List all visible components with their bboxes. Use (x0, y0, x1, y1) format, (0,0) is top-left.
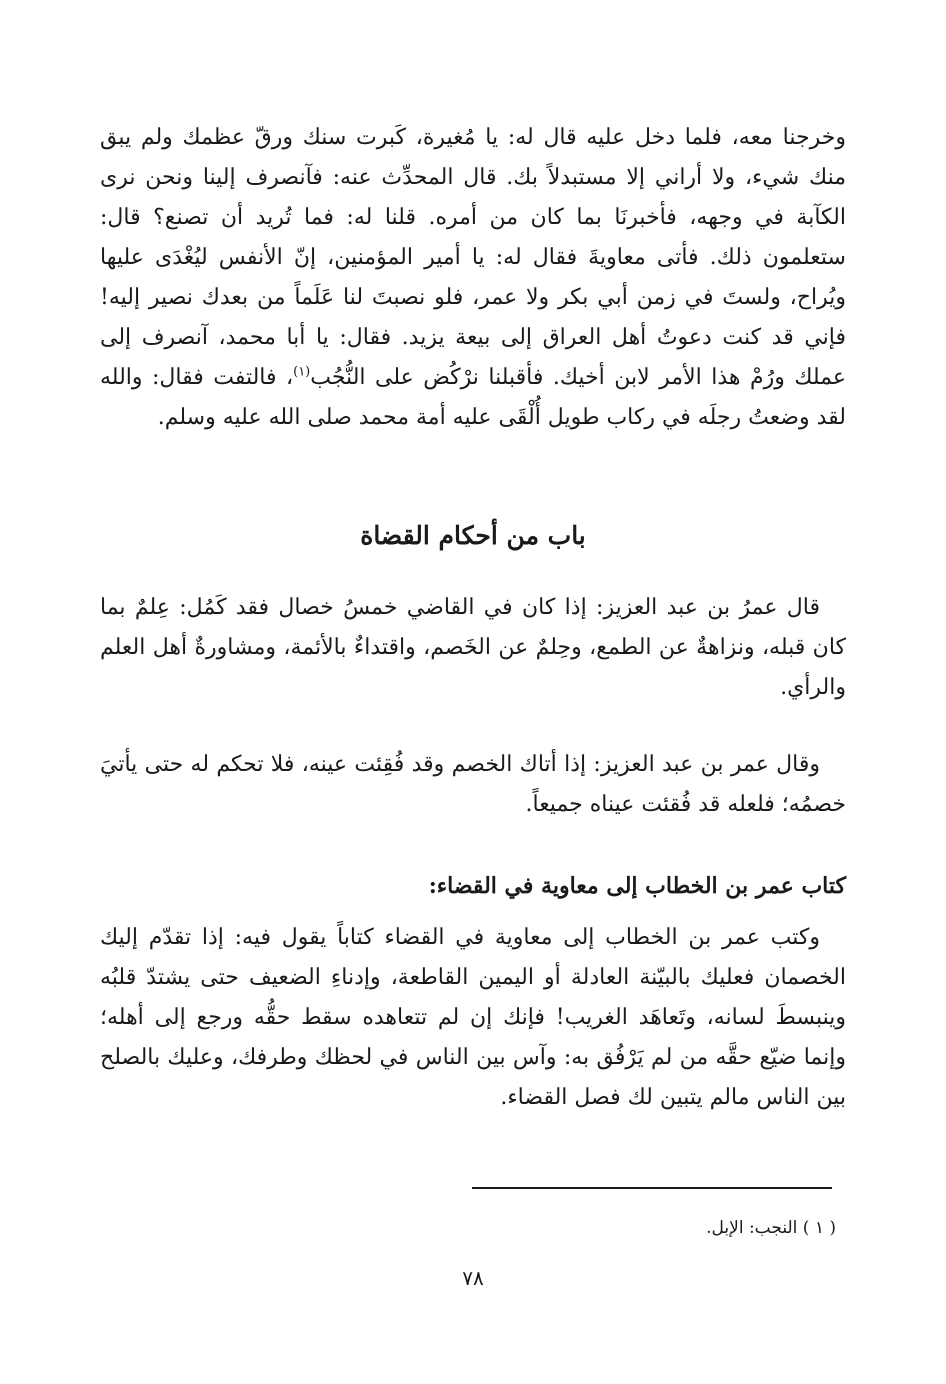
paragraph-blinded-litigant: وقال عمر بن عبد العزيز: إذا أتاك الخصم وقد فُقِئت عينه، فلا تحكم له حتى يأتيَ خصمُه؛ فلعله قد فُقئت عيناه جميعاً. (100, 752, 846, 817)
letter-subheading: كتاب عمر بن الخطاب إلى معاوية في القضاء: (428, 873, 846, 899)
paragraph-letter: وكتب عمر بن الخطاب إلى معاوية في القضاء كتاباً يقول فيه: إذا تقدّم إليك الخصمان فعليك بالبيّنة العادلة أو اليمين القاطعة، وإدناءِ الضعيف حتى يشتدّ قلبُه وينبسطَ لسانه، وتَعاهَد الغريب! فإنك إن لم تتعاهده سقط حقُّه ورجع إلى أهله؛ وإنما ضيّع حقَّه من لم يَرْفُق به: وآس بين الناس في لحظك وطرفك، وعليك بالصلح بين الناس مالم يتبين لك فصل القضاء. (100, 925, 846, 1110)
opening-text-end: ، فالتفت فقال: والله لقد وضعتُ رجلَه في ركاب طويل أُلْقَى عليه أمة محمد صلى الله عليه وسلم. (100, 365, 846, 430)
opening-paragraph (100, 118, 846, 438)
footnote-reference: (١) (293, 364, 311, 380)
page-number: ٧٨ (462, 1266, 484, 1290)
footnote: ( ١ ) النجب: الإبل. (706, 1218, 836, 1238)
chapter-heading: باب من أحكام القضاة (360, 521, 586, 550)
footnote-separator (472, 1187, 832, 1189)
opening-text: وخرجنا معه، فلما دخل عليه قال له: يا مُغيرة، كَبرت سنك ورقّ عظمك ولم يبق منك شيء، ولا أراني إلا مستبدلاً بك. قال المحدِّث عنه: فآنصرف إلينا ونحن نرى الكآبة في وجهه، فأخبرنَا بما كان من أمره. قلنا له: فما تُريد أن تصنع؟ قال: ستعلمون ذلك. فأتى معاويةَ فقال له: يا أمير المؤمنين، إنّ الأنفس ليُغْدَى عليها ويُراح، ولستَ في زمن أبي بكر ولا عمر، فلو نصبتَ لنا عَلَماً من بعدك نصير إليه! فإني قد كنت دعوتُ أهل العراق إلى بيعة يزيد. فقال: يا أبا محمد، آنصرف إلى عملك ورُمْ هذا الأمر لابن أخيك. فأقبلنا نرْكُض على النُّجُب (100, 125, 846, 390)
paragraph-five-qualities: قال عمرُ بن عبد العزيز: إذا كان في القاضي خمسُ خصال فقد كَمُل: عِلمٌ بما كان قبله، ونزاهةٌ عن الطمع، وحِلمٌ عن الخَصم، واقتداءٌ بالأئمة، ومشاورةٌ أهل العلم والرأي. (100, 595, 846, 700)
